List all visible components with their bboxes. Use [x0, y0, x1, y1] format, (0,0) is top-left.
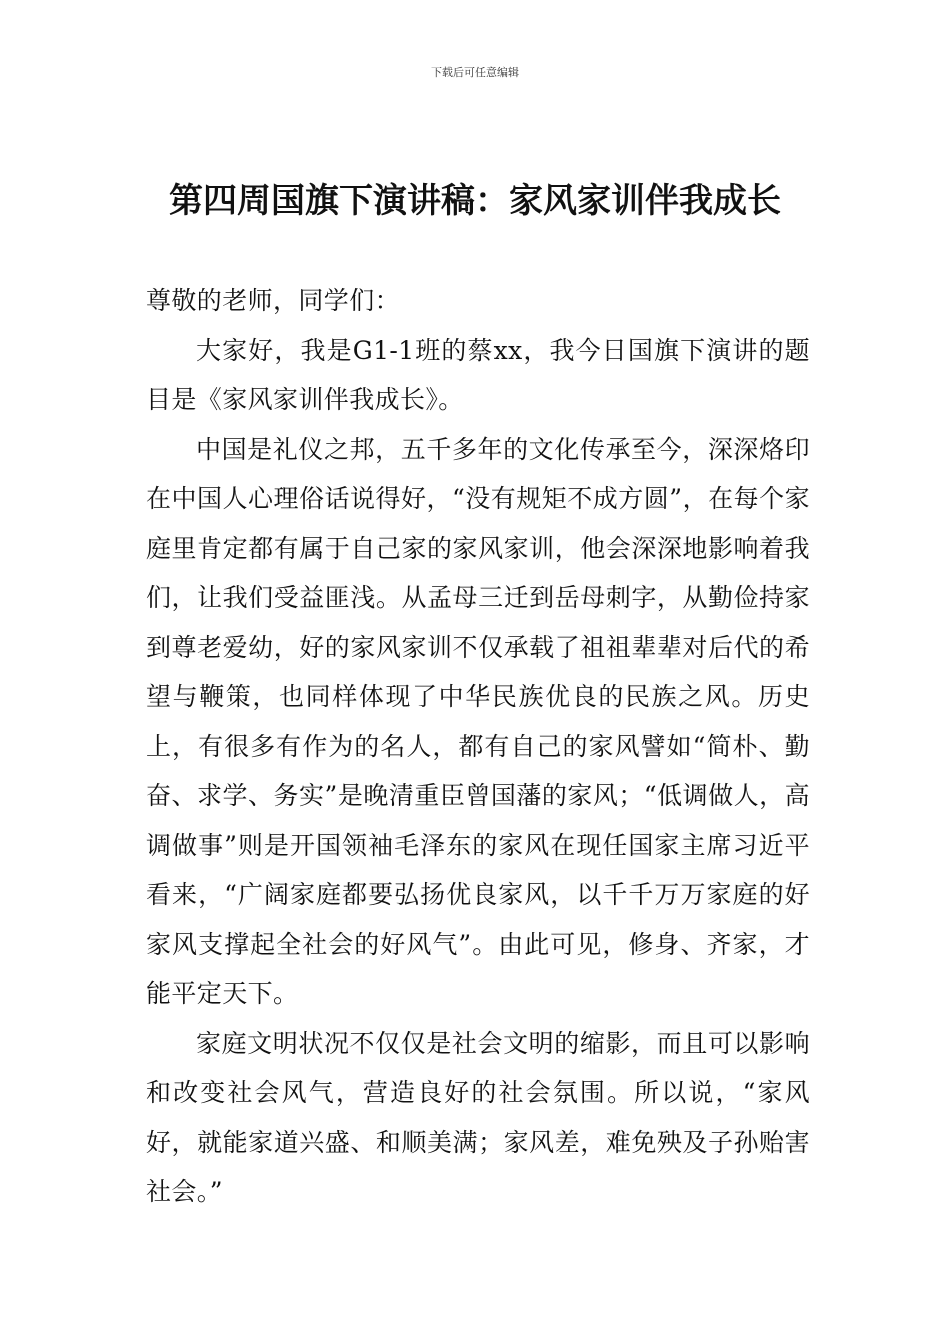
paragraph-social-impact: 家庭文明状况不仅仅是社会文明的缩影，而且可以影响和改变社会风气，营造良好的社会氛围。所以说，“家风好，就能家道兴盛、和顺美满；家风差，难免殃及子孙贻害社会。”	[146, 1028, 810, 1206]
header-note: 下载后可任意编辑	[431, 66, 519, 79]
document-body	[146, 276, 810, 1217]
salutation: 尊敬的老师，同学们：	[146, 286, 401, 315]
paragraph-family-tradition: 中国是礼仪之邦，五千多年的文化传承至今，深深烙印在中国人心理俗话说得好，“没有规矩不成方圆”，在每个家庭里肯定都有属于自己家的家风家训，他会深深地影响着我们，让我们受益匪浅。从孟母三迁到岳母刺字，从勤俭持家到尊老爱幼，好的家风家训不仅承载了祖祖辈辈对后代的希望与鞭策，也同样体现了中华民族优良的民族之风。历史上，有很多有作为的名人，都有自己的家风譬如“简朴、勤奋、求学、务实”是晚清重臣曾国藩的家风；“低调做人，高调做事”则是开国领袖毛泽东的家风在现任国家主席习近平看来，“广阔家庭都要弘扬优良家风，以千千万万家庭的好家风支撑起全社会的好风气”。由此可见，修身、齐家，才能平定天下。	[146, 434, 810, 1008]
document-title: 第四周国旗下演讲稿：家风家训伴我成长	[169, 181, 781, 221]
paragraph-greeting: 大家好，我是G1-1班的蔡xx，我今日国旗下演讲的题目是《家风家训伴我成长》。	[146, 335, 810, 414]
